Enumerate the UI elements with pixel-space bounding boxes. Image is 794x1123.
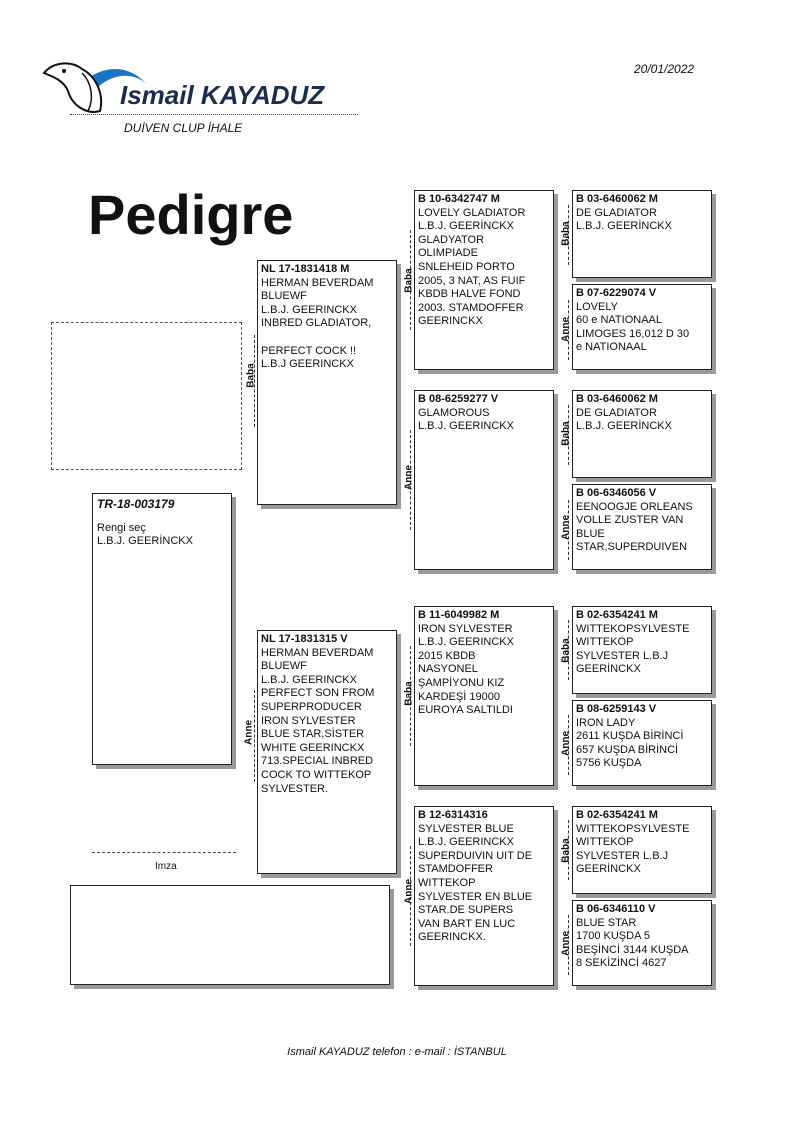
- sss-ring: B 03-6460062 M: [576, 193, 658, 205]
- dam-sire-text: IRON SYLVESTER L.B.J. GEERINCKX 2015 KBDB NASYONEL ŞAMPİYONU KIZ KARDEŞİ 19000 EUROYA SALTILDI: [418, 622, 514, 717]
- sire-ring: NL 17-1831418 M: [261, 263, 350, 275]
- sire-sire-card: [414, 190, 554, 370]
- subject-ring: TR-18-003179: [97, 497, 175, 511]
- ddd-ring: B 06-6346110 V: [576, 903, 656, 915]
- sds-ring: B 03-6460062 M: [576, 393, 658, 405]
- sdd-text: EENOOGJE ORLEANS VOLLE ZUSTER VAN BLUE STAR,SUPERDUIVEN: [576, 500, 693, 554]
- dam-sire-card: [414, 606, 554, 786]
- dds-ring: B 02-6354241 M: [576, 809, 658, 821]
- dam-sire-ring: B 11-6049982 M: [418, 609, 500, 621]
- print-date: 20/01/2022: [634, 62, 695, 76]
- footer-contact: Ismail KAYADUZ telefon : e-mail : İSTANBUL: [287, 1046, 507, 1058]
- dam-ring: NL 17-1831315 V: [261, 633, 348, 645]
- signature-box: [70, 885, 390, 985]
- dds-card: [572, 806, 712, 894]
- sire-dam-ring: B 08-6259277 V: [418, 393, 499, 405]
- ddd-label: Anne: [560, 931, 572, 956]
- dsd-ring: B 08-6259143 V: [576, 703, 657, 715]
- sss-card: [572, 190, 712, 278]
- sds-label: Baba: [560, 421, 572, 446]
- ddd-card: [572, 900, 712, 986]
- sss-label: Baba: [560, 221, 572, 246]
- dss-text: WITTEKOPSYLVESTE WITTEKOP SYLVESTER L.B.J GEERİNCKX: [576, 622, 690, 676]
- dam-label: Anne: [243, 720, 255, 745]
- signature-line: [92, 852, 236, 853]
- dss-ring: B 02-6354241 M: [576, 609, 658, 621]
- dsd-text: IRON LADY 2611 KUŞDA BİRİNCİ 657 KUŞDA BİRİNCİ 5756 KUŞDA: [576, 716, 684, 770]
- header-divider: [70, 114, 358, 115]
- ssd-ring: B 07-6229074 V: [576, 287, 657, 299]
- sire-card: [257, 260, 397, 505]
- dds-text: WITTEKOPSYLVESTE WITTEKOP SYLVESTER L.B.J GEERİNCKX: [576, 822, 690, 876]
- sire-text: HERMAN BEVERDAM BLUEWF L.B.J. GEERINCKX INBRED GLADIATOR, PERFECT COCK !! L.B.J GEERINCKX: [261, 276, 374, 371]
- photo-placeholder: [51, 322, 242, 470]
- sds-card: [572, 390, 712, 478]
- subject-card: [92, 493, 232, 765]
- sire-sire-text: LOVELY GLADIATOR L.B.J. GEERİNCKX GLADYATOR OLIMPIADE SNLEHEID PORTO 2005, 3 NAT, AS FUIF KBDB HALVE FOND 2003. STAMDOFFER GEERINCKX: [418, 206, 526, 328]
- dam-card: [257, 630, 397, 874]
- ssd-label: Anne: [560, 317, 572, 342]
- dam-text: HERMAN BEVERDAM BLUEWF L.B.J. GEERINCKX PERFECT SON FROM SUPERPRODUCER IRON SYLVESTER BLUE STAR,SİSTER WHITE GEERINCKX 713.SPECIAL INBRED COCK TO WITTEKOP SYLVESTER.: [261, 646, 375, 795]
- sdd-card: [572, 484, 712, 570]
- sire-dam-text: GLAMOROUS L.B.J. GEERINCKX: [418, 406, 514, 433]
- sire-dam-card: [414, 390, 554, 570]
- dsd-label: Anne: [560, 731, 572, 756]
- sire-label: Baba: [245, 363, 257, 388]
- dsd-card: [572, 700, 712, 786]
- dam-dam-card: [414, 806, 554, 986]
- sire-sire-ring: B 10-6342747 M: [418, 193, 500, 205]
- dd-label: Anne: [403, 879, 415, 904]
- dam-dam-text: SYLVESTER BLUE L.B.J. GEERINCKX SUPERDUIVIN UIT DE STAMDOFFER WITTEKOP SYLVESTER EN BLUE STAR.DE SUPERS VAN BART EN LUC GEERINCKX.: [418, 822, 533, 944]
- page-title: Pedigre: [88, 183, 294, 246]
- sd-label: Anne: [403, 465, 415, 490]
- sss-text: DE GLADIATOR L.B.J. GEERİNCKX: [576, 206, 672, 233]
- ds-label: Baba: [403, 681, 415, 706]
- sds-text: DE GLADIATOR L.B.J. GEERİNCKX: [576, 406, 672, 433]
- brand-name: Ismail KAYADUZ: [120, 80, 325, 110]
- ddd-text: BLUE STAR 1700 KUŞDA 5 BEŞİNCİ 3144 KUŞDA 8 SEKİZİNCİ 4627: [576, 916, 689, 970]
- dds-label: Baba: [560, 838, 572, 863]
- ssd-card: [572, 284, 712, 370]
- sdd-label: Anne: [560, 515, 572, 540]
- ss-label: Baba: [403, 268, 415, 293]
- dam-dam-ring: B 12-6314316: [418, 809, 488, 821]
- sdd-ring: B 06-6346056 V: [576, 487, 657, 499]
- dss-card: [572, 606, 712, 694]
- dss-label: Baba: [560, 638, 572, 663]
- subject-text: Rengi seç L.B.J. GEERİNCKX: [97, 521, 193, 548]
- ssd-text: LOVELY 60 e NATIONAAL LIMOGES 16,012 D 30 e NATIONAAL: [576, 300, 690, 354]
- brand-subtitle: DUİVEN CLUP İHALE: [124, 121, 243, 135]
- signature-label: Imza: [155, 861, 177, 872]
